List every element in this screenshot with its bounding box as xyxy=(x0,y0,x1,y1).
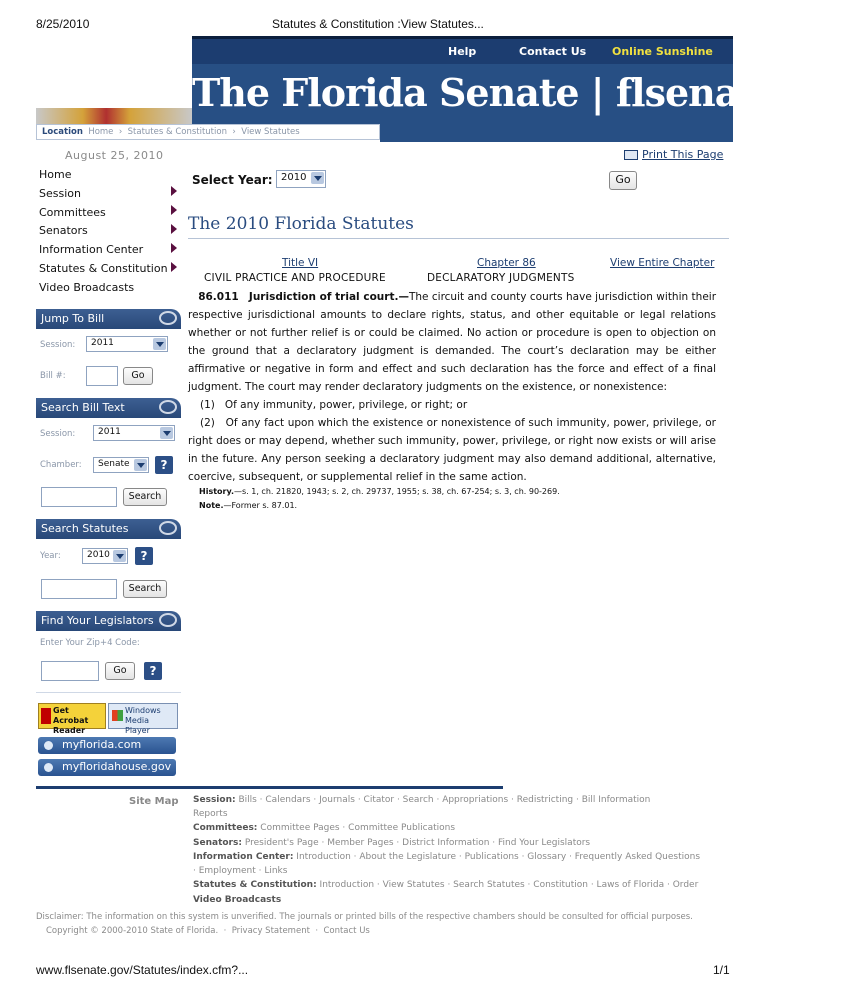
statute-help-icon[interactable]: ? xyxy=(135,547,153,565)
online-sunshine-link[interactable]: Online Sunshine xyxy=(612,45,713,58)
jump-go-button[interactable]: Go xyxy=(123,367,153,385)
bill-text-search-input[interactable] xyxy=(41,487,117,507)
copyright-row: Copyright © 2000-2010 State of Florida. · Privacy Statement · Contact Us xyxy=(46,926,370,936)
site-title[interactable]: The Florida Senate | flsenate.gov xyxy=(192,70,861,115)
search-session-value: 2011 xyxy=(98,427,121,437)
nav-information-center[interactable]: Information Center xyxy=(39,243,144,256)
statute-search-input[interactable] xyxy=(41,579,117,599)
site-map-senators-row xyxy=(193,838,590,848)
former-note xyxy=(199,501,297,510)
dropdown-arrow-icon xyxy=(113,550,126,562)
site-map-info-label: Information Center: xyxy=(193,852,294,862)
nav-senators[interactable]: Senators xyxy=(39,224,88,237)
privacy-link[interactable]: Privacy Statement xyxy=(231,926,310,936)
nav-statutes-arrow-icon xyxy=(171,262,177,272)
select-year-dropdown[interactable] xyxy=(276,170,326,188)
zip-help-icon[interactable]: ? xyxy=(144,662,162,680)
page-title: The 2010 Florida Statutes xyxy=(188,214,414,234)
jump-session-select[interactable] xyxy=(86,336,168,352)
site-map-video-row xyxy=(193,895,281,905)
jump-to-bill-header xyxy=(36,309,181,329)
header-top-bar xyxy=(192,36,733,64)
site-map-senators-label: Senators: xyxy=(193,838,242,848)
location-label: Location xyxy=(42,127,83,137)
footer-divider xyxy=(36,786,503,789)
select-year-value: 2010 xyxy=(281,172,307,183)
site-map-reports-link[interactable]: Reports xyxy=(193,809,228,819)
section-paragraph xyxy=(188,288,716,396)
print-page-link[interactable]: Print This Page xyxy=(642,148,724,161)
subsection-2: (2) Of any fact upon which the existence or nonexistence of such immunity, power, privilege, or right does or may depend, whether such immunity, power, privilege, or right now exists or will arise in the future. Any person seeking a declaratory judgment may also demand additional, alternative, coercive, subsequent, or supplemental relief in the same action. xyxy=(188,417,716,483)
dropdown-arrow-icon xyxy=(153,338,166,350)
statute-year-value: 2010 xyxy=(87,550,110,560)
chapter-name: DECLARATORY JUDGMENTS xyxy=(427,272,575,284)
bill-text-search-button[interactable]: Search xyxy=(123,488,167,506)
magnifier-icon xyxy=(159,400,177,414)
note-text: —Former s. 87.01. xyxy=(223,501,298,510)
jump-session-value: 2011 xyxy=(91,338,114,348)
chamber-label: Chamber: xyxy=(40,460,82,470)
section-text: The circuit and county courts have jurisdiction within their respective jurisdictional amounts to declare rights, status, and other equitable or legal relations whether or not further relief is or could be claimed. No action or procedure is open to objection on the ground that a declaratory judgment is demanded. The court’s declaration may be either affirmative or negative in form and effect and such declaration has the force and effect of a final judgment. The court may render declaratory judgments on the existence, or nonexistence: xyxy=(188,291,717,393)
search-statutes-title: Search Statutes xyxy=(41,522,129,535)
nav-video-broadcasts[interactable]: Video Broadcasts xyxy=(39,281,135,294)
help-link[interactable]: Help xyxy=(448,45,477,58)
header-strip xyxy=(380,134,733,142)
site-map-info-links[interactable]: Introduction · About the Legislature · Publications · Glossary · Frequently Asked Questions xyxy=(296,852,701,862)
search-statutes-header xyxy=(36,519,181,539)
site-map-label: Site Map xyxy=(129,796,179,807)
myfloridahouse-link[interactable]: myfloridahouse.gov xyxy=(38,759,176,776)
history-label: History. xyxy=(199,487,234,496)
magnifier-icon xyxy=(159,613,177,627)
site-map-session-row xyxy=(193,795,650,805)
search-session-select[interactable] xyxy=(93,425,175,441)
print-date: 8/25/2010 xyxy=(36,17,90,31)
chamber-select[interactable] xyxy=(93,457,149,473)
section-title: Jurisdiction of trial court.— xyxy=(248,291,409,303)
nav-statutes-constitution[interactable]: Statutes & Constitution xyxy=(39,262,168,275)
zip-label: Enter Your Zip+4 Code: xyxy=(40,638,140,648)
breadcrumb-home[interactable]: Home xyxy=(88,127,114,137)
wmp-label: Windows Media Player xyxy=(125,706,161,735)
section-number: 86.011 xyxy=(198,291,239,303)
chamber-help-icon[interactable]: ? xyxy=(155,456,173,474)
print-title: Statutes & Constitution :View Statutes... xyxy=(272,17,484,31)
nav-committees[interactable]: Committees xyxy=(39,206,106,219)
myflorida-link[interactable]: myflorida.com xyxy=(38,737,176,754)
title-divider xyxy=(188,238,729,239)
chamber-value: Senate xyxy=(98,459,130,469)
printer-icon xyxy=(624,150,638,160)
windows-media-player-badge[interactable] xyxy=(108,703,178,735)
history-note xyxy=(199,487,560,496)
subsection-1: (1) Of any immunity, power, privilege, or right; or xyxy=(200,399,468,411)
search-bill-text-title: Search Bill Text xyxy=(41,401,125,414)
site-map-statutes-label: Statutes & Constitution: xyxy=(193,880,317,890)
site-map-senators-links[interactable]: President's Page · Member Pages · District Information · Find Your Legislators xyxy=(244,838,591,848)
site-map-committees-label: Committees: xyxy=(193,823,258,833)
breadcrumb-statutes[interactable]: Statutes & Constitution xyxy=(127,127,227,137)
nav-information-center-arrow-icon xyxy=(171,243,177,253)
site-header xyxy=(36,36,861,146)
acrobat-icon xyxy=(41,708,51,724)
dropdown-arrow-icon xyxy=(160,427,173,439)
site-map-committees-links[interactable]: Committee Pages · Committee Publications xyxy=(260,823,456,833)
statute-year-label: Year: xyxy=(40,551,61,561)
current-date: August 25, 2010 xyxy=(65,149,164,162)
chapter-link[interactable]: Chapter 86 xyxy=(477,257,536,269)
site-map-info-row xyxy=(193,852,700,862)
contact-us-link[interactable]: Contact Us xyxy=(519,45,587,58)
statute-text xyxy=(188,288,716,486)
breadcrumb-view-statutes[interactable]: View Statutes xyxy=(241,127,300,137)
site-map-statutes-links[interactable]: Introduction · View Statutes · Search Statutes · Constitution · Laws of Florida · Order xyxy=(319,880,699,890)
sidebar-divider xyxy=(36,692,181,693)
site-map-committees-row xyxy=(193,823,455,833)
nav-home[interactable]: Home xyxy=(39,168,72,181)
windows-icon xyxy=(112,710,123,721)
note-label: Note. xyxy=(199,501,224,510)
bill-number-input[interactable] xyxy=(86,366,118,386)
zip-input[interactable] xyxy=(41,661,99,681)
dropdown-arrow-icon xyxy=(134,459,147,471)
title-name: CIVIL PRACTICE AND PROCEDURE xyxy=(204,272,386,284)
find-legislators-title: Find Your Legislators xyxy=(41,614,154,627)
site-map-video-label[interactable]: Video Broadcasts xyxy=(193,895,282,905)
contact-link[interactable]: Contact Us xyxy=(323,926,370,936)
disclaimer: Disclaimer: The information on this system is unverified. The journals or printed bills of the respective chambers should be consulted for official purposes. xyxy=(36,912,693,922)
view-entire-chapter-link[interactable]: View Entire Chapter xyxy=(610,257,715,269)
title-link[interactable]: Title VI xyxy=(282,257,319,269)
jump-session-label: Session: xyxy=(40,340,76,350)
breadcrumb: Location Home › Statutes & Constitution › View Statutes xyxy=(36,124,380,140)
nav-session[interactable]: Session xyxy=(39,187,81,200)
magnifier-icon xyxy=(159,311,177,325)
statute-year-select[interactable] xyxy=(82,548,128,564)
nav-senators-arrow-icon xyxy=(171,224,177,234)
select-year-label: Select Year: xyxy=(192,173,273,187)
history-text: —s. 1, ch. 21820, 1943; s. 2, ch. 29737, 1955; s. 38, ch. 67-254; s. 3, ch. 90-269. xyxy=(233,487,560,496)
find-legislators-header xyxy=(36,611,181,631)
get-acrobat-reader-badge[interactable] xyxy=(38,703,106,735)
site-map-info-links-2[interactable]: · Employment · Links xyxy=(193,866,288,876)
site-map-statutes-row xyxy=(193,880,698,890)
site-map-session-links[interactable]: Bills · Calendars · Journals · Citator · Search · Appropriations · Redistricting · Bill Information xyxy=(238,795,651,805)
jump-to-bill-title: Jump To Bill xyxy=(41,312,105,325)
print-page-number: 1/1 xyxy=(713,963,730,977)
nav-committees-arrow-icon xyxy=(171,205,177,215)
statute-search-button[interactable]: Search xyxy=(123,580,167,598)
print-url: www.flsenate.gov/Statutes/index.cfm?... xyxy=(36,963,249,977)
bill-number-label: Bill #: xyxy=(40,371,66,381)
site-map-session-label: Session: xyxy=(193,795,236,805)
acrobat-label: Get Acrobat Reader xyxy=(53,706,89,735)
zip-go-button[interactable]: Go xyxy=(105,662,135,680)
year-go-button[interactable]: Go xyxy=(609,171,637,190)
search-bill-text-header xyxy=(36,398,181,418)
dropdown-arrow-icon xyxy=(311,172,324,184)
search-session-label: Session: xyxy=(40,429,76,439)
copyright: Copyright © 2000-2010 State of Florida. xyxy=(46,926,219,936)
magnifier-icon xyxy=(159,521,177,535)
nav-session-arrow-icon xyxy=(171,186,177,196)
